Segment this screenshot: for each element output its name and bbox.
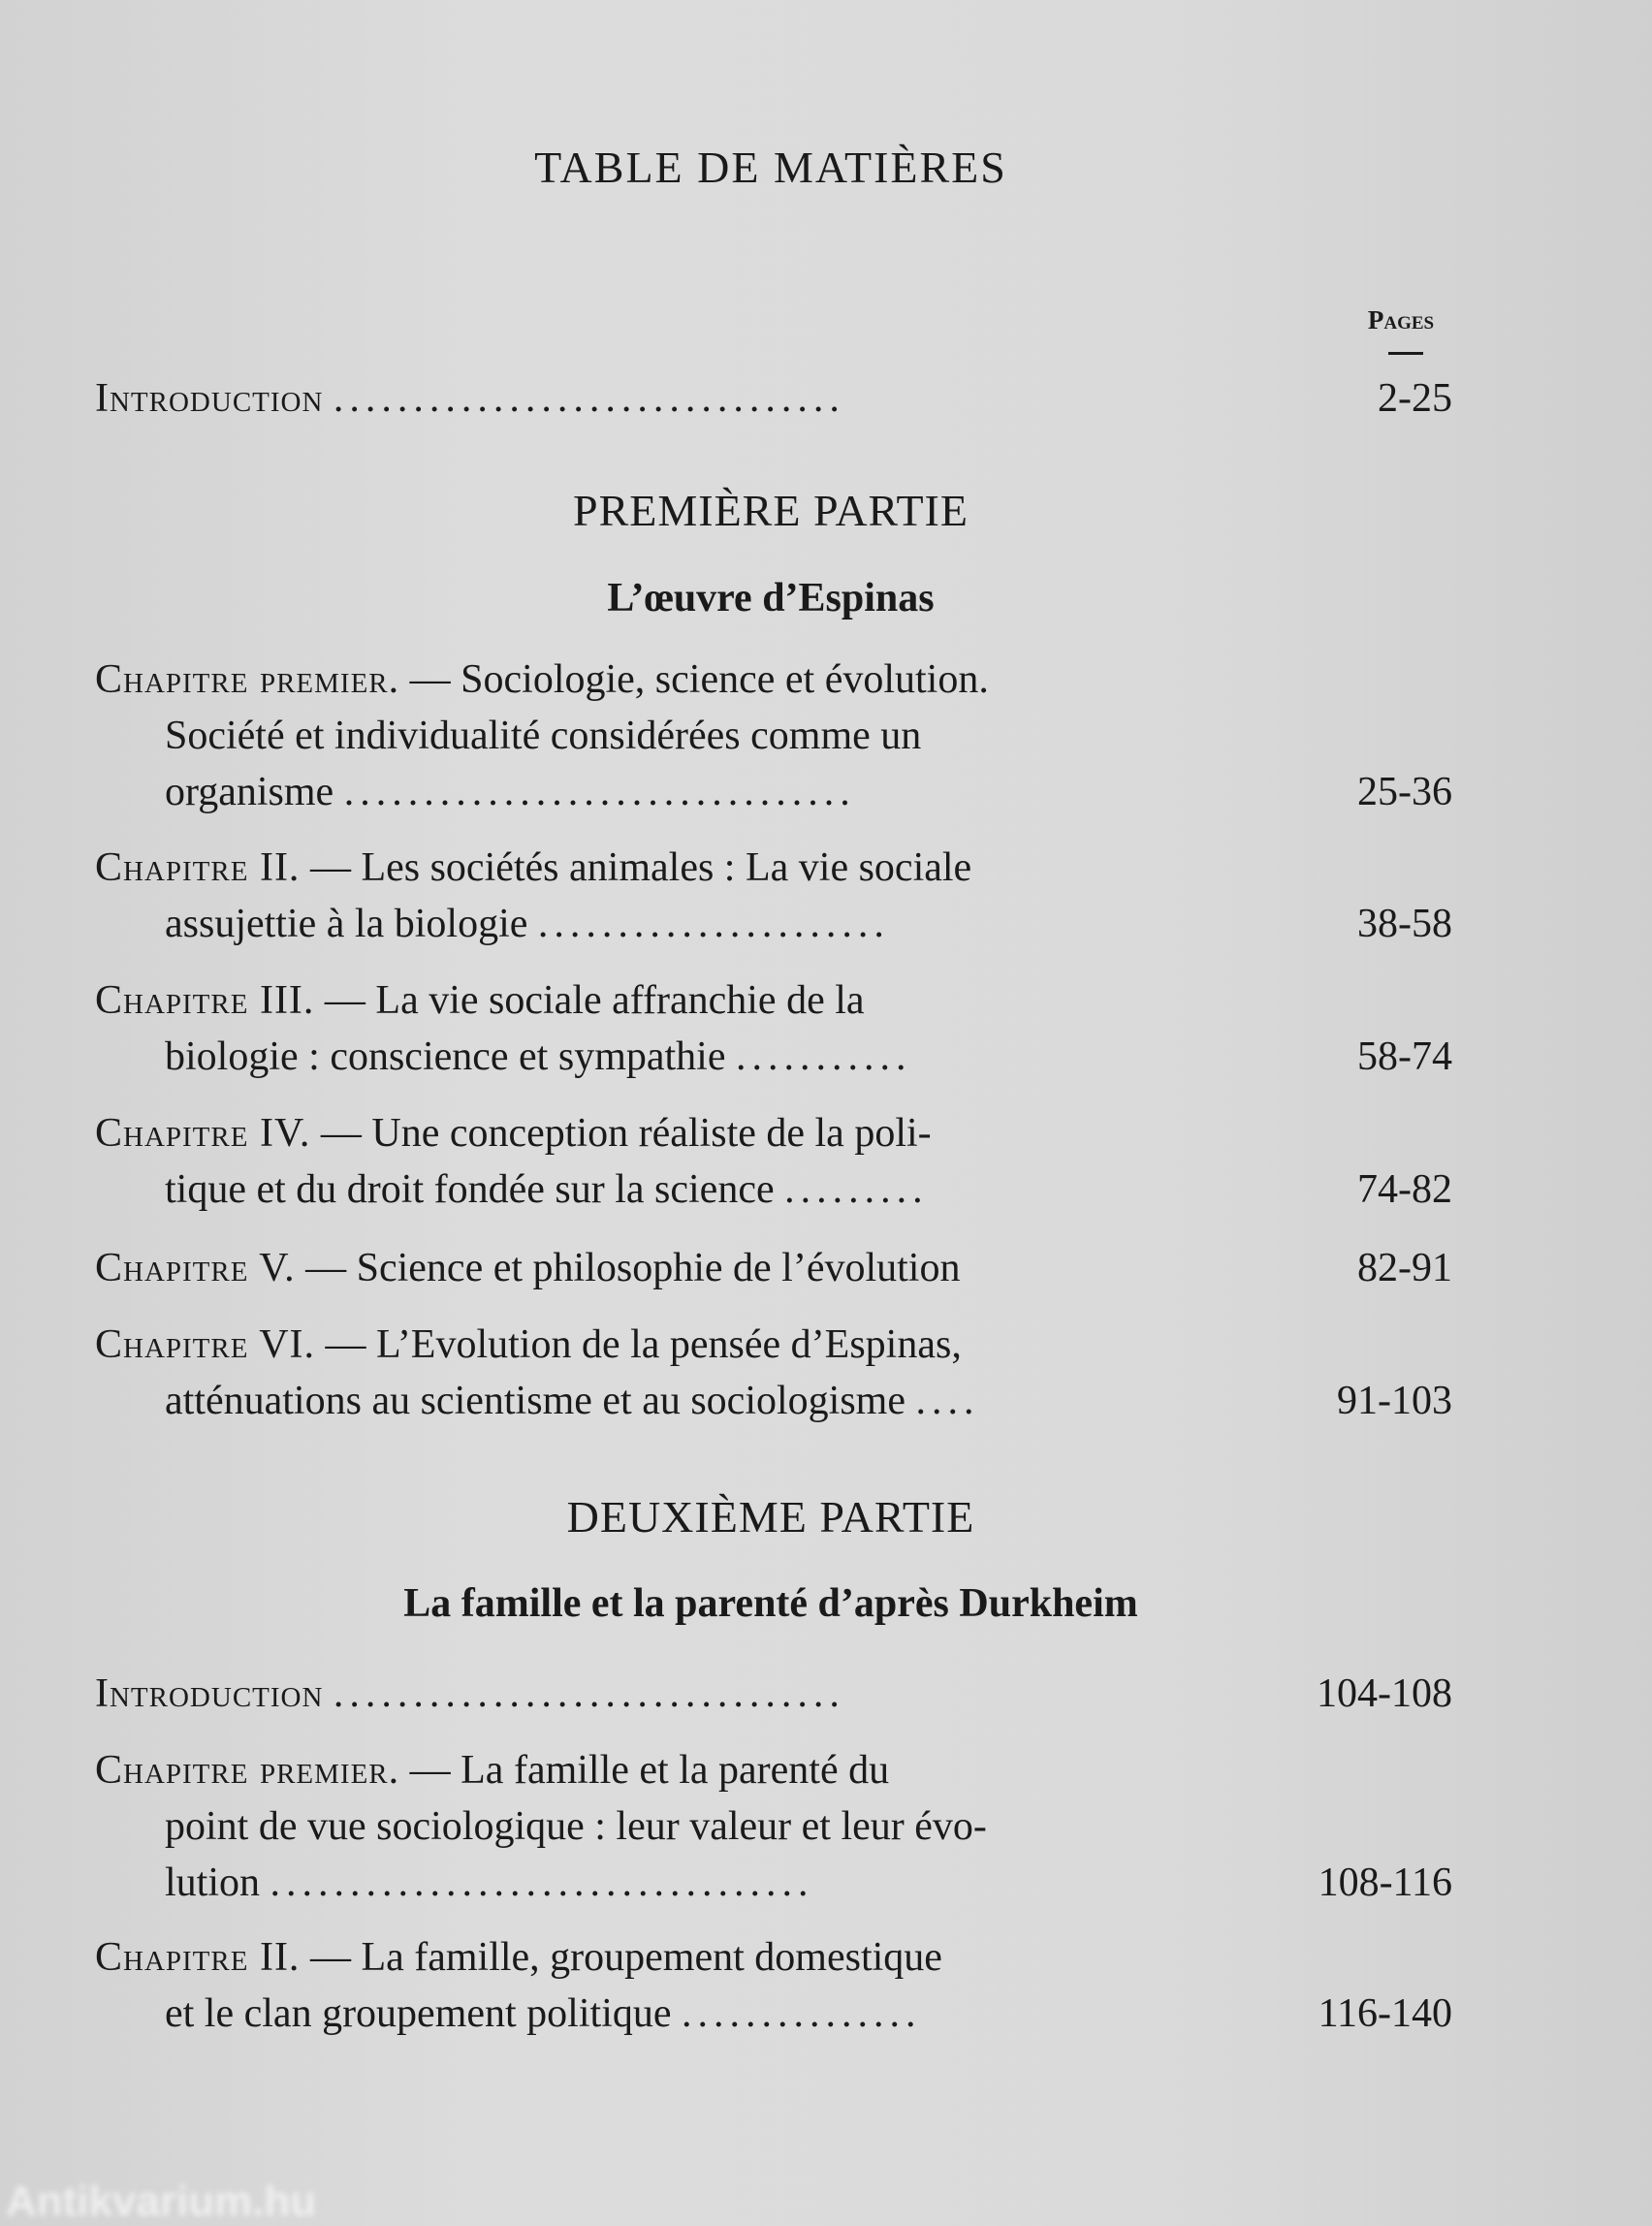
chapter-label: Chapitre premier. — [95, 1748, 400, 1793]
page-range: 58-74 — [1357, 1034, 1452, 1079]
page-range: 38-58 — [1357, 902, 1452, 946]
part-subtitle: L’œuvre d’Espinas — [607, 576, 935, 620]
chapter-title-line: — Une conception réaliste de la poli- — [320, 1111, 932, 1156]
entry-label: Introduction — [95, 376, 324, 421]
toc-entry-chapter[interactable] — [95, 1240, 1452, 1296]
page-range: 116-140 — [1318, 1991, 1452, 2036]
chapter-title-line: — Sociologie, science et évolution. — [409, 657, 989, 702]
leader-dots: ...................... — [537, 902, 890, 946]
toc-entry-chapter[interactable] — [95, 840, 1452, 952]
chapter-label: Chapitre premier. — [95, 657, 400, 702]
page-title: TABLE DE MATIÈRES — [534, 143, 1007, 192]
leader-dots: .... — [915, 1379, 980, 1423]
chapter-label: Chapitre V. — [95, 1246, 296, 1290]
leader-dots: ........... — [735, 1034, 912, 1079]
chapter-label: Chapitre VI. — [95, 1322, 316, 1367]
chapter-title-line: assujettie à la biologie — [165, 902, 528, 946]
chapter-title-line: biologie : conscience et sympathie — [165, 1034, 726, 1079]
page-range: 25-36 — [1357, 770, 1452, 814]
toc-entry-chapter[interactable] — [95, 1105, 1452, 1218]
chapter-label: Chapitre II. — [95, 1935, 301, 1980]
toc-entry-chapter[interactable] — [95, 652, 1452, 820]
chapter-label: Chapitre IV. — [95, 1111, 311, 1156]
chapter-title-line: — L’Evolution de la pensée d’Espinas, — [325, 1322, 962, 1367]
page-range: 74-82 — [1357, 1167, 1452, 1212]
chapter-title-line: — La vie sociale affranchie de la — [324, 978, 865, 1023]
part-title: DEUXIÈME PARTIE — [566, 1492, 975, 1542]
toc-entry-chapter[interactable] — [95, 972, 1452, 1085]
toc-entry-chapter[interactable] — [95, 1929, 1452, 2042]
chapter-title-line: et le clan groupement politique — [165, 1991, 672, 2036]
chapter-label: Chapitre III. — [95, 978, 315, 1023]
part-title: PREMIÈRE PARTIE — [573, 486, 969, 535]
part-subtitle: La famille et la parenté d’après Durkheim — [403, 1581, 1138, 1626]
page-range: 91-103 — [1337, 1379, 1452, 1423]
chapter-title-line: point de vue sociologique : leur valeur et leur évo- — [165, 1804, 987, 1849]
entry-label: Introduction — [95, 1671, 324, 1716]
chapter-title-line: — Les sociétés animales : La vie sociale — [309, 845, 972, 890]
toc-entry-introduction[interactable] — [95, 1666, 1452, 1722]
chapter-title-line: organisme — [165, 770, 334, 814]
toc-entry-introduction[interactable] — [95, 370, 1452, 427]
toc-entry-chapter[interactable] — [95, 1742, 1452, 1911]
chapter-title-line: — Science et philosophie de l’évolution — [305, 1246, 961, 1290]
leader-dots: ......... — [784, 1167, 929, 1212]
pages-header-rule — [1388, 352, 1423, 355]
chapter-title-line: Société et individualité considérées comme un — [165, 714, 922, 758]
page-range: 2-25 — [1378, 376, 1452, 421]
leader-dots: ................................ — [333, 376, 845, 421]
leader-dots: ............... — [682, 1991, 922, 2036]
leader-dots: .................................. — [270, 1860, 814, 1905]
watermark: Antikvarium.hu — [6, 2178, 317, 2225]
leader-dots: ................................ — [333, 1671, 845, 1716]
chapter-title-line: lution — [165, 1860, 261, 1905]
leader-dots: ................................ — [343, 770, 856, 814]
toc-entry-chapter[interactable] — [95, 1317, 1452, 1429]
page-range: 108-116 — [1318, 1860, 1452, 1905]
chapter-title-line: tique et du droit fondée sur la science — [165, 1167, 775, 1212]
chapter-title-line: — La famille, groupement domestique — [309, 1935, 942, 1980]
chapter-label: Chapitre II. — [95, 845, 301, 890]
chapter-title-line: atténuations au scientisme et au sociologisme — [165, 1379, 905, 1423]
pages-column-header: Pages — [1367, 305, 1435, 334]
page-range: 82-91 — [1357, 1246, 1452, 1290]
chapter-title-line: — La famille et la parenté du — [409, 1748, 890, 1793]
page-range: 104-108 — [1317, 1671, 1452, 1716]
